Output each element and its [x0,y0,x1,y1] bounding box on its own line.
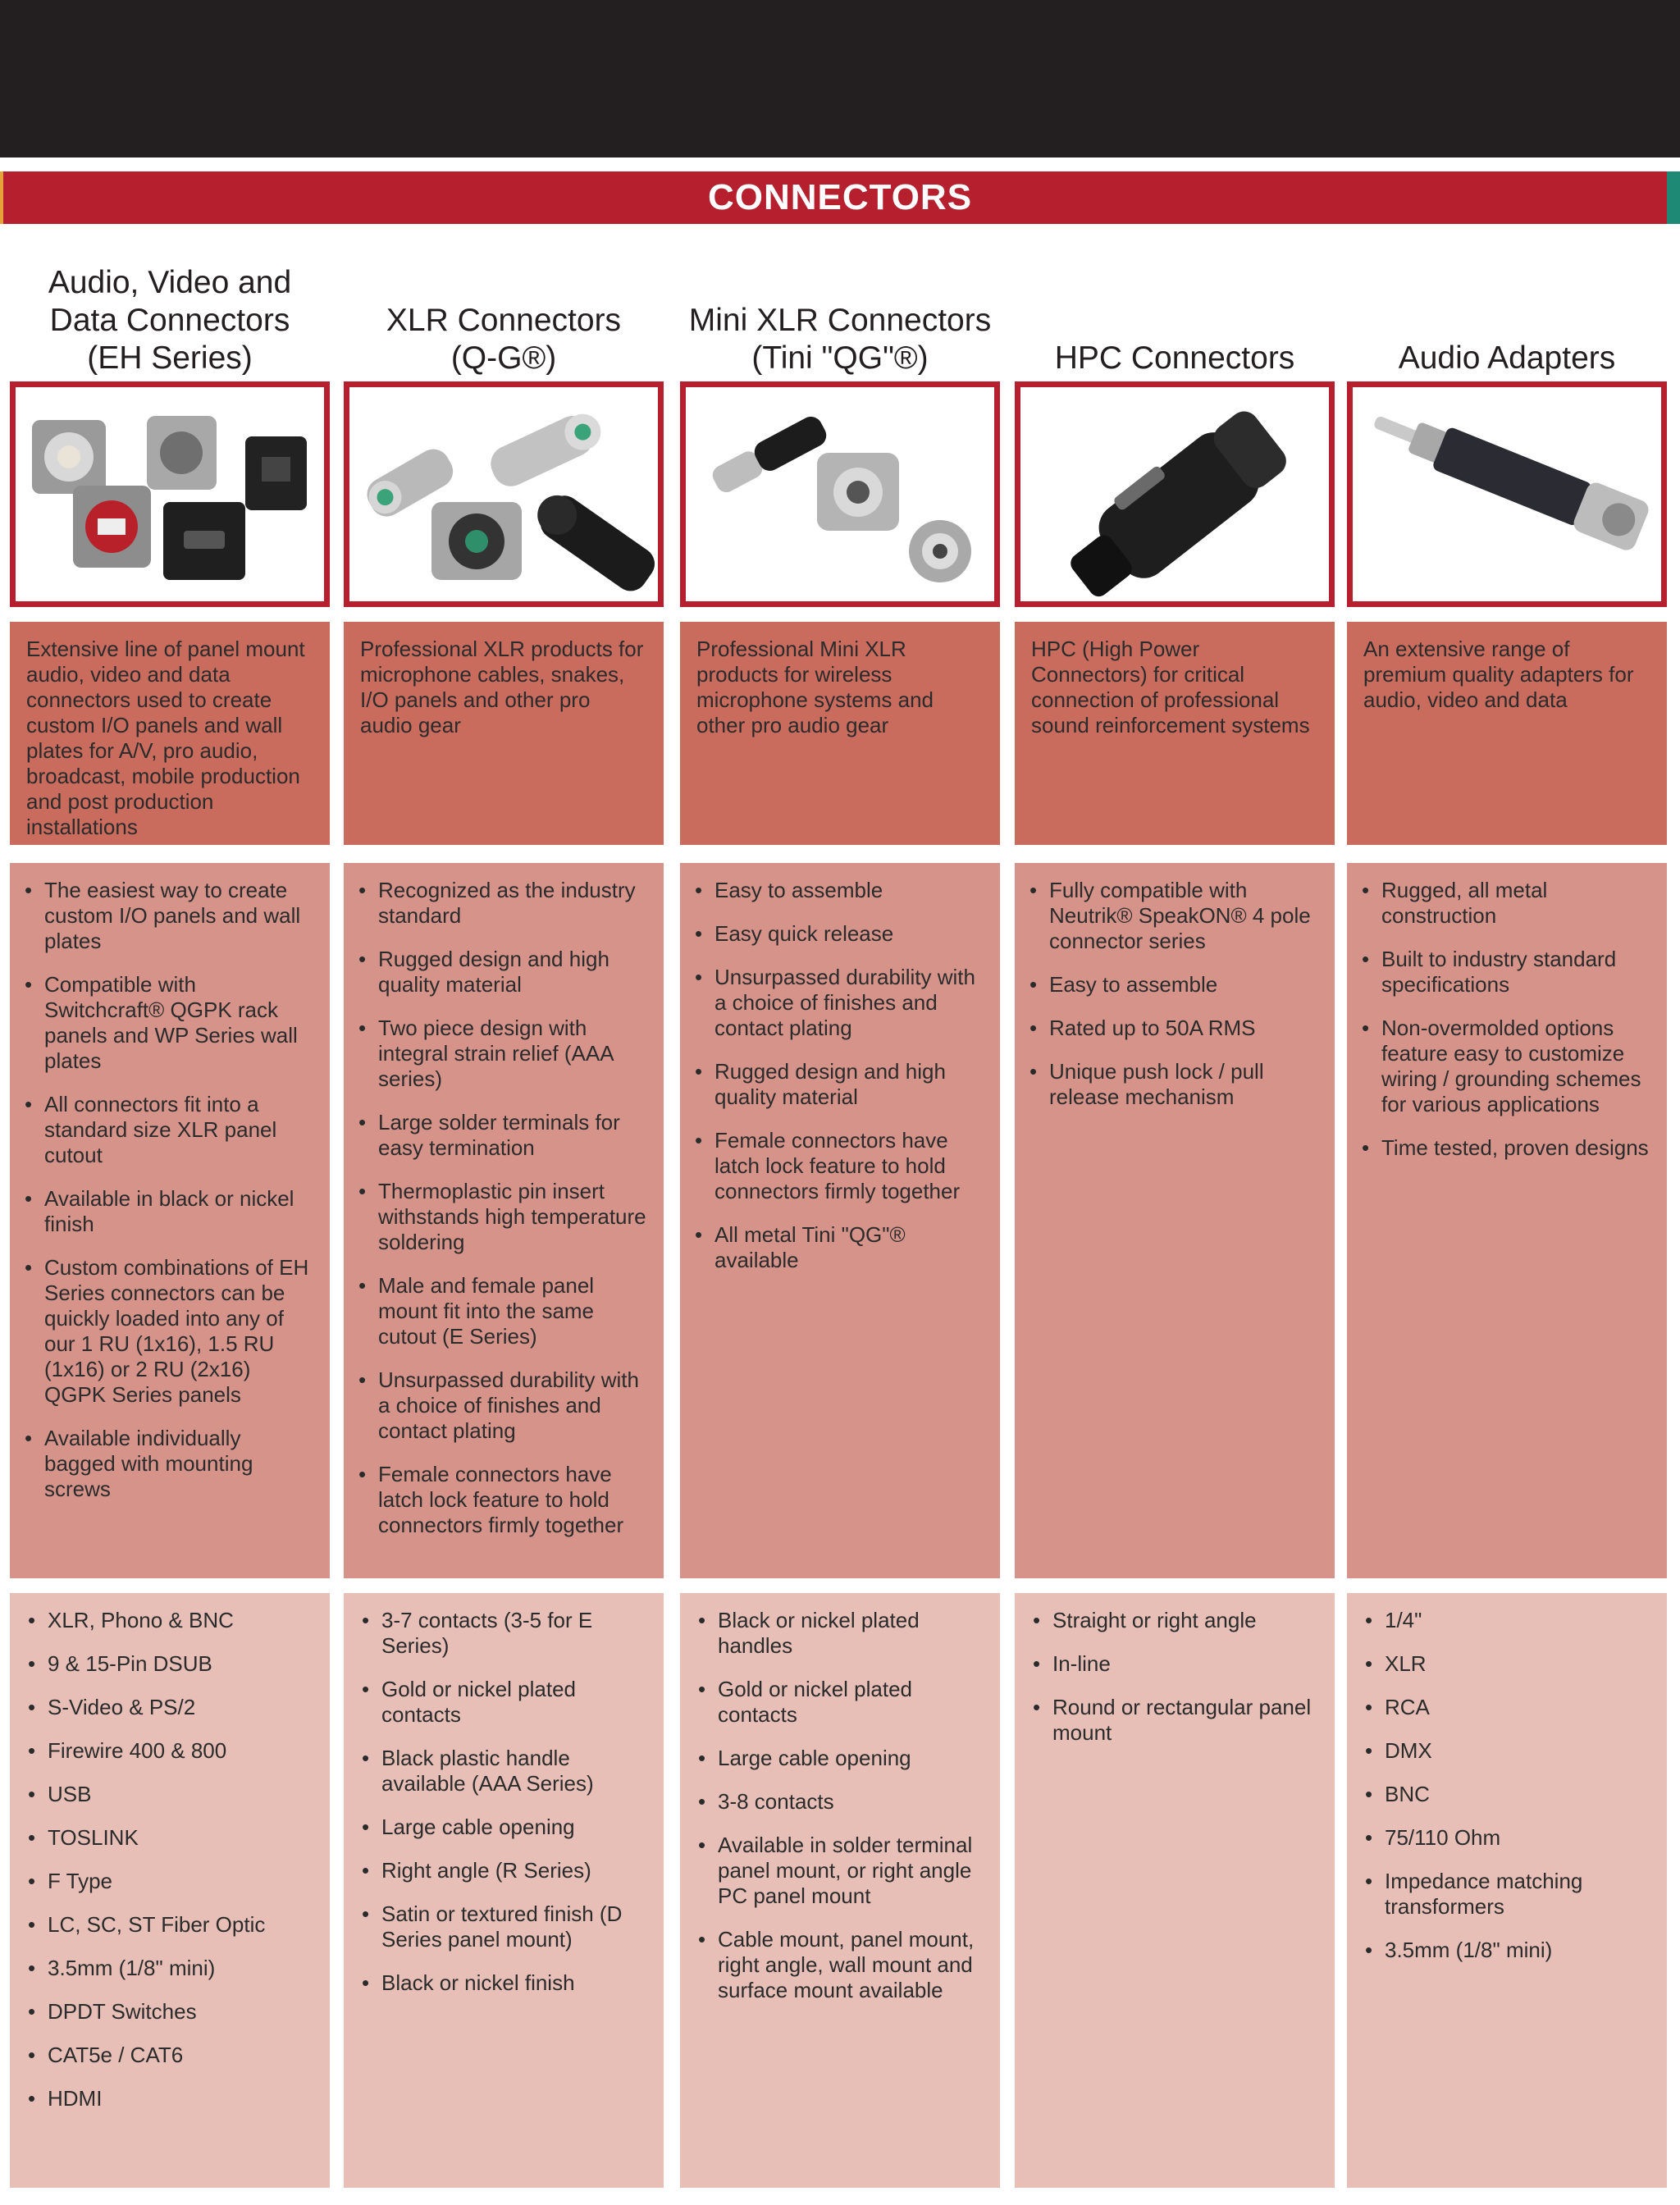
mini-xlr-photo [680,381,1000,607]
feature-item: • Compatible with Switchcraft® QGPK rack panels and WP Series wall plates [23,972,313,1074]
spec-item: • 1/4" [1363,1608,1650,1633]
feature-item: • Easy to assemble [693,878,984,903]
spec-item: • Impedance matching transformers [1363,1869,1650,1920]
feature-item: • Unique push lock / pull release mechanism [1028,1059,1318,1110]
features-box [10,863,330,1578]
spec-item: • DMX [1363,1738,1650,1764]
feature-item: • Large solder terminals for easy termination [357,1110,647,1161]
feature-item: • Non-overmolded options feature easy to customize wiring / grounding schemes for various applications [1360,1016,1650,1117]
feature-item: • Rated up to 50A RMS [1028,1016,1318,1041]
spec-item: • 3.5mm (1/8" mini) [26,1956,313,1981]
spec-item: • Firewire 400 & 800 [26,1738,313,1764]
feature-item: • Recognized as the industry standard [357,878,647,929]
eh-connectors-illustration [16,387,324,601]
spec-item: • Round or rectangular panel mount [1031,1695,1318,1746]
spec-item: • In-line [1031,1651,1318,1677]
feature-item: • Available in black or nickel finish [23,1186,313,1237]
specs-box [344,1593,664,2188]
feature-item: • Unsurpassed durability with a choice of finishes and contact plating [357,1367,647,1444]
feature-item: • Custom combinations of EH Series connectors can be quickly loaded into any of our 1 RU (1x16), 1.5 RU (1x16) or 2 RU (2x16) QGPK Series panels [23,1255,313,1408]
column-title: Mini XLR Connectors (Tini "QG"®) [688,303,992,376]
spec-item: • DPDT Switches [26,1999,313,2025]
column-title: Audio Adapters [1398,340,1616,376]
spec-item: • XLR [1363,1651,1650,1677]
feature-item: • Thermoplastic pin insert withstands high temperature soldering [357,1179,647,1255]
spec-item: • Satin or textured finish (D Series panel mount) [360,1901,647,1952]
description-box: Professional XLR products for microphone cables, snakes, I/O panels and other pro audio gear [344,622,664,845]
spec-item: • Black or nickel plated handles [696,1608,984,1659]
feature-item: • Rugged, all metal construction [1360,878,1650,929]
specs-box [1347,1593,1667,2188]
section-banner [0,171,1680,224]
description-box: Professional Mini XLR products for wireless microphone systems and other pro audio gear [680,622,1000,845]
feature-item: • Easy to assemble [1028,972,1318,998]
spec-item: • Black or nickel finish [360,1970,647,1996]
spec-item: • Gold or nickel plated contacts [360,1677,647,1728]
spec-item: • HDMI [26,2086,313,2111]
spec-item: • F Type [26,1869,313,1894]
features-box [344,863,664,1578]
section-title: CONNECTORS [707,177,973,217]
feature-item: • Fully compatible with Neutrik® SpeakON® 4 pole connector series [1028,878,1318,954]
feature-item: • Unsurpassed durability with a choice of finishes and contact plating [693,965,984,1041]
feature-item: • Two piece design with integral strain relief (AAA series) [357,1016,647,1092]
feature-item: • Time tested, proven designs [1360,1135,1650,1161]
feature-item: • All metal Tini "QG"® available [693,1222,984,1273]
feature-item: • Female connectors have latch lock feature to hold connectors firmly together [357,1462,647,1538]
spec-item: • Gold or nickel plated contacts [696,1677,984,1728]
column-title: Audio, Video and Data Connectors (EH Series) [48,265,292,376]
eh-series-photo [10,381,330,607]
feature-item: • All connectors fit into a standard size XLR panel cutout [23,1092,313,1168]
spec-item: • LC, SC, ST Fiber Optic [26,1912,313,1938]
feature-item: • Female connectors have latch lock feature to hold connectors firmly together [693,1128,984,1204]
audio-adapter-illustration [1353,387,1661,601]
spec-item: • 3.5mm (1/8" mini) [1363,1938,1650,1963]
description-box: HPC (High Power Connectors) for critical connection of professional sound reinforcement systems [1015,622,1335,845]
spec-item: • XLR, Phono & BNC [26,1608,313,1633]
spec-item: • Right angle (R Series) [360,1858,647,1883]
feature-item: • Easy quick release [693,921,984,947]
spec-item: • S-Video & PS/2 [26,1695,313,1720]
feature-item: • Available individually bagged with mounting screws [23,1426,313,1502]
top-dark-bar [0,0,1680,158]
hpc-photo [1015,381,1335,607]
feature-item: • Male and female panel mount fit into the same cutout (E Series) [357,1273,647,1349]
specs-box [10,1593,330,2188]
spec-item: • Cable mount, panel mount, right angle, wall mount and surface mount available [696,1927,984,2003]
feature-item: • Rugged design and high quality material [357,947,647,998]
spec-item: • 3-8 contacts [696,1789,984,1815]
banner-left-accent [0,171,3,224]
features-box [1015,863,1335,1578]
spec-item: • USB [26,1782,313,1807]
xlr-connectors-illustration [349,387,658,601]
specs-box [680,1593,1000,2188]
feature-item: • The easiest way to create custom I/O panels and wall plates [23,878,313,954]
spec-item: • TOSLINK [26,1825,313,1851]
hpc-connector-illustration [1020,387,1329,601]
features-box [680,863,1000,1578]
spec-item: • BNC [1363,1782,1650,1807]
spec-item: • Black plastic handle available (AAA Series) [360,1746,647,1796]
spec-item: • Large cable opening [696,1746,984,1771]
description-box: An extensive range of premium quality adapters for audio, video and data [1347,622,1667,845]
feature-item: • Built to industry standard specifications [1360,947,1650,998]
spec-item: • Available in solder terminal panel mount, or right angle PC panel mount [696,1833,984,1909]
description-box: Extensive line of panel mount audio, video and data connectors used to create custom I/O panels and wall plates for A/V, pro audio, broadcast, mobile production and post production installations [10,622,330,845]
xlr-photo [344,381,664,607]
specs-box [1015,1593,1335,2188]
spec-item: • CAT5e / CAT6 [26,2043,313,2068]
column-title: HPC Connectors [1054,340,1295,376]
spec-item: • Straight or right angle [1031,1608,1318,1633]
features-box [1347,863,1667,1578]
feature-item: • Rugged design and high quality material [693,1059,984,1110]
audio-adapter-photo [1347,381,1667,607]
banner-right-accent [1667,171,1680,224]
mini-xlr-illustration [686,387,994,601]
spec-item: • 75/110 Ohm [1363,1825,1650,1851]
spec-item: • RCA [1363,1695,1650,1720]
spec-item: • Large cable opening [360,1815,647,1840]
column-title: XLR Connectors (Q-G®) [386,303,622,376]
spec-item: • 3-7 contacts (3-5 for E Series) [360,1608,647,1659]
spec-item: • 9 & 15-Pin DSUB [26,1651,313,1677]
